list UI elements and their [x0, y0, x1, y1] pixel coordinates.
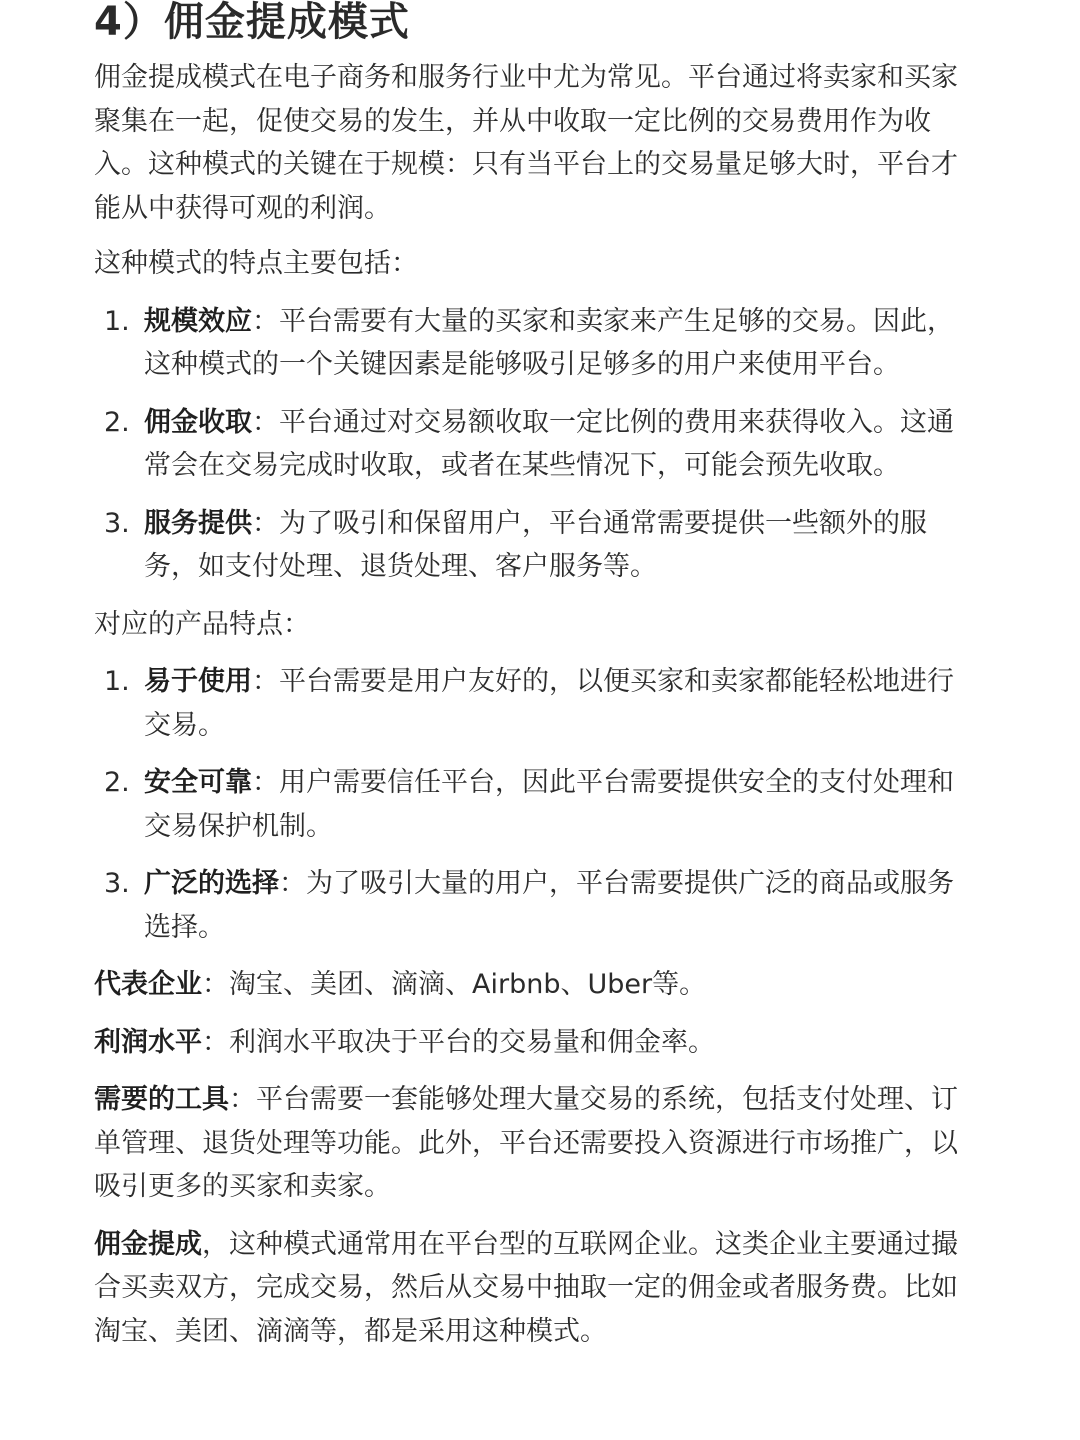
list-item — [94, 502, 964, 589]
features-list — [94, 300, 964, 589]
features-lead: 这种模式的特点主要包括： — [94, 248, 418, 279]
separator: ： — [252, 767, 279, 798]
list-text: 平台通过对交易额收取一定比例的费用来获得收入。这通常会在交易完成时收取，或者在某些情况下，可能会预先收取。 — [144, 406, 954, 481]
paragraph-term: 佣金提成 — [94, 1228, 202, 1260]
separator: ： — [202, 969, 229, 1000]
paragraph-text: 这种模式通常用在平台型的互联网企业。这类企业主要通过撮合买卖双方，完成交易，然后从交易中抽取一定的佣金或者服务费。比如淘宝、美团、滴滴等，都是采用这种模式。 — [94, 1228, 958, 1347]
paragraph-term: 需要的工具 — [94, 1084, 229, 1115]
list-item — [94, 660, 964, 747]
separator: ： — [229, 1084, 256, 1115]
separator: ： — [202, 1026, 229, 1058]
list-item — [94, 761, 964, 848]
separator: ： — [252, 666, 279, 697]
list-text: 为了吸引大量的用户，平台需要提供广泛的商品或服务选择。 — [144, 868, 954, 943]
list-item — [94, 862, 964, 949]
separator: ， — [202, 1228, 229, 1260]
profit-paragraph — [94, 1021, 964, 1065]
article — [94, 0, 964, 1353]
product-features-list — [94, 660, 964, 949]
paragraph-text: 淘宝、美团、滴滴、Airbnb、Uber等。 — [229, 969, 707, 1000]
list-term: 广泛的选择 — [144, 868, 279, 899]
list-item — [94, 401, 964, 488]
section-heading: 4）佣金提成模式 — [94, 0, 410, 45]
list-term: 易于使用 — [144, 666, 252, 697]
paragraph-text: 利润水平取决于平台的交易量和佣金率。 — [229, 1026, 715, 1058]
tools-paragraph — [94, 1078, 964, 1209]
list-item — [94, 300, 964, 387]
intro-paragraph: 佣金提成模式在电子商务和服务行业中尤为常见。平台通过将卖家和买家聚集在一起，促使交易的发生，并从中收取一定比例的交易费用作为收入。这种模式的关键在于规模：只有当平台上的交易量足够大时，平台才能从中获得可观的利润。 — [94, 62, 958, 224]
list-number: 1. — [104, 305, 130, 337]
list-term: 安全可靠 — [144, 767, 252, 798]
list-text: 平台需要有大量的买家和卖家来产生足够的交易。因此，这种模式的一个关键因素是能够吸引足够多的用户来使用平台。 — [144, 305, 954, 380]
list-text: 为了吸引和保留用户，平台通常需要提供一些额外的服务，如支付处理、退货处理、客户服务等。 — [144, 507, 927, 582]
separator: ： — [252, 305, 279, 337]
list-number: 2. — [104, 767, 130, 798]
summary-paragraph — [94, 1223, 964, 1354]
list-text: 平台需要是用户友好的，以便买家和卖家都能轻松地进行交易。 — [144, 666, 954, 741]
separator: ： — [252, 507, 279, 539]
list-term: 规模效应 — [144, 305, 252, 337]
list-number: 3. — [104, 507, 130, 539]
list-term: 服务提供 — [144, 507, 252, 539]
product-lead: 对应的产品特点： — [94, 608, 310, 640]
paragraph-term: 利润水平 — [94, 1026, 202, 1058]
list-number: 3. — [104, 868, 130, 899]
list-text: 用户需要信任平台，因此平台需要提供安全的支付处理和交易保护机制。 — [144, 767, 954, 842]
separator: ： — [252, 406, 279, 438]
separator: ： — [279, 868, 306, 899]
list-term: 佣金收取 — [144, 406, 252, 438]
list-number: 2. — [104, 406, 130, 438]
paragraph-text: 平台需要一套能够处理大量交易的系统，包括支付处理、订单管理、退货处理等功能。此外，平台还需要投入资源进行市场推广，以吸引更多的买家和卖家。 — [94, 1084, 958, 1202]
paragraph-term: 代表企业 — [94, 969, 202, 1000]
list-number: 1. — [104, 666, 130, 697]
representative-paragraph — [94, 963, 964, 1007]
